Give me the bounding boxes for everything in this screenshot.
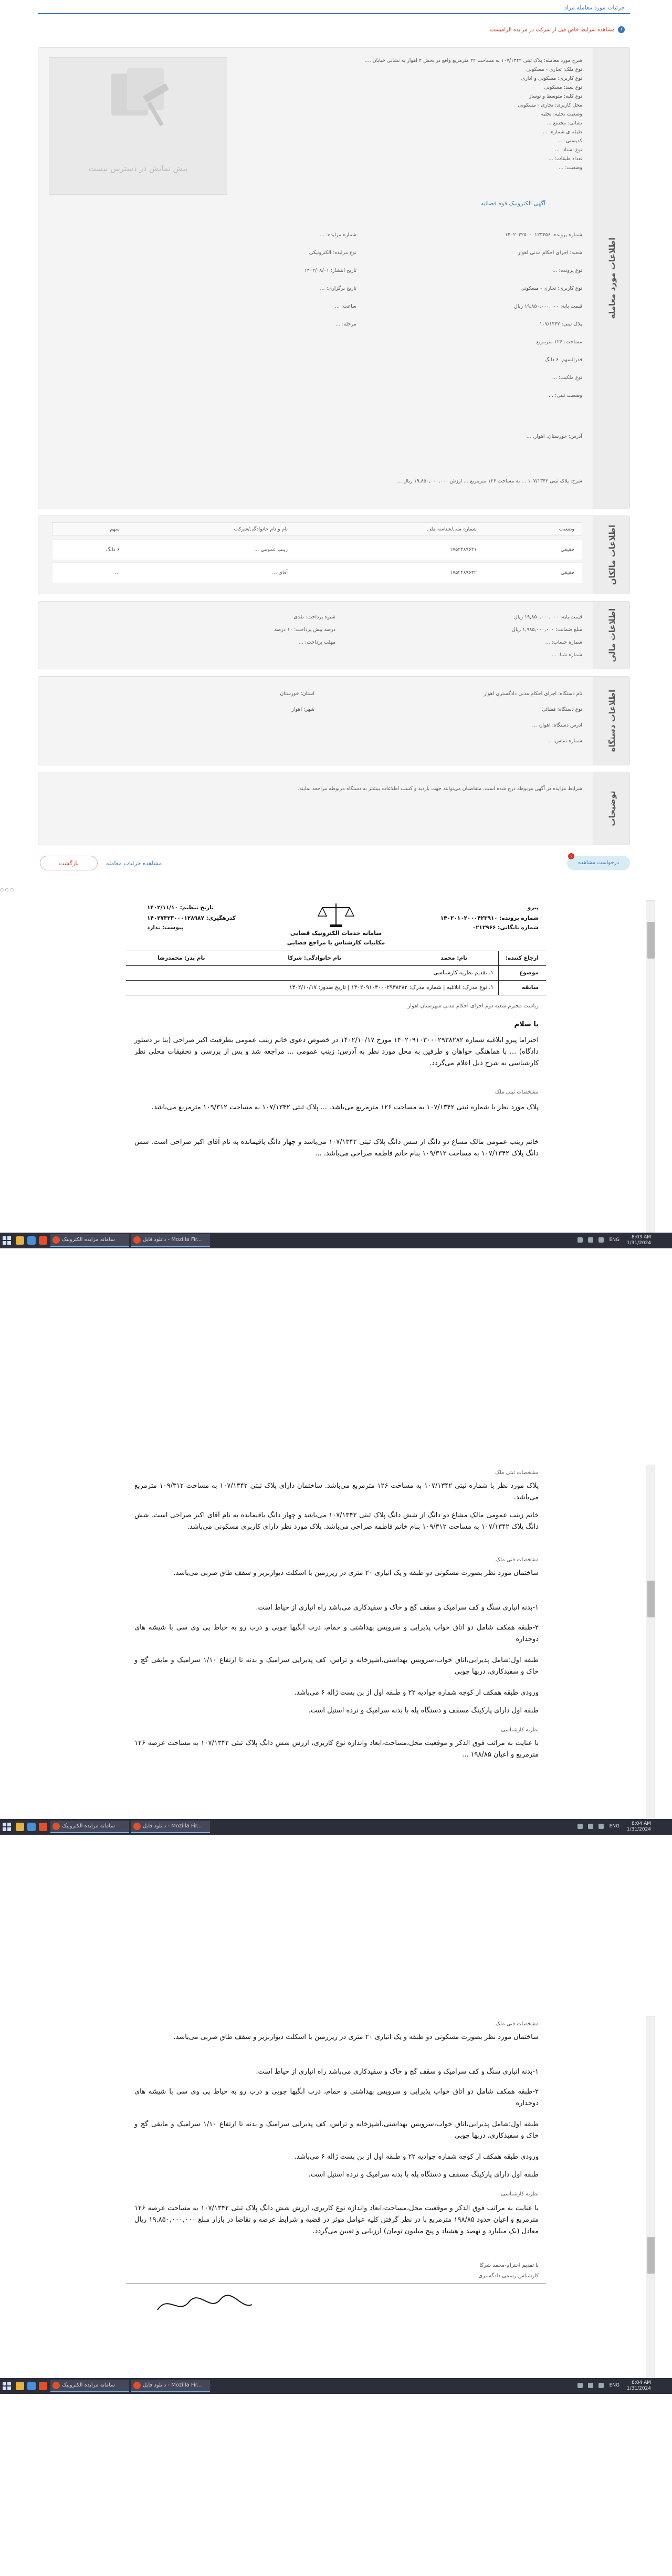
app-label: سامانه مزایده الکترونیک xyxy=(62,2382,115,2388)
field-row: شماره تماس: ... xyxy=(547,738,582,744)
judicial-notice-link[interactable]: آگهی الکترونیک قوه قضائیه xyxy=(480,200,545,207)
field-row: شماره شبا: ... xyxy=(552,652,582,658)
col-national-id: شماره ملی/شناسه ملی xyxy=(427,526,477,532)
field-row: نوع سند: مسکونی xyxy=(544,85,582,90)
request-view-label: درخواست مشاهده xyxy=(578,860,619,866)
col-status: وضعیت xyxy=(559,526,574,532)
field-row: شهر: اهواز xyxy=(291,707,314,712)
field-row: وضعیت تخلیه: تخلیه xyxy=(541,111,582,117)
notice-text: مشاهده شرایط خاص قبل از شرکت در مزایده الزامیست xyxy=(490,27,615,33)
taskbar-app-download[interactable] xyxy=(131,2380,210,2392)
notes-panel xyxy=(38,772,630,845)
paragraph-building: ساختمان مورد نظر بصورت مسکونی دو طبقه و یک انباری ۲۰ متری در زیرزمین با اسکلت دیواربربر و سقف طاق ضربی می‌باشد. xyxy=(173,2033,539,2041)
item-description: شرح: پلاک ثبتی ۱۰۷/۱۳۴۲ ... به مساحت ۱۲۶ مترمربع ... ارزش ۱۹,۸۵۰,۰۰۰,۰۰۰ ریال ... xyxy=(397,478,582,484)
field-row: نوع مزایده: الکترونیکی xyxy=(309,250,356,256)
document-page xyxy=(126,1465,546,1819)
breadcrumb[interactable]: جزئیات مورد معامله مزاد xyxy=(564,4,625,11)
image-caption: پیش نمایش در دسترس نیست xyxy=(88,164,188,173)
col-name: نام و نام خانوادگی/شرکت xyxy=(234,526,288,532)
auction-detail-page xyxy=(0,0,672,900)
back-button[interactable] xyxy=(40,856,98,870)
row-name: آقای ... xyxy=(272,570,288,576)
scroll-thumb[interactable] xyxy=(647,1581,655,1617)
grid-line xyxy=(126,980,546,981)
clock[interactable] xyxy=(627,1821,651,1833)
signer: با تقدیم احترام-محمد شرکا xyxy=(479,2263,539,2268)
app-label: سامانه مزایده الکترونیک xyxy=(62,1237,115,1243)
windows-start-icon[interactable] xyxy=(2,1822,12,1832)
file-explorer-icon[interactable] xyxy=(16,2382,24,2390)
item-address: آدرس: خوزستان، اهواز، ... xyxy=(526,434,582,439)
paragraph-ownership: خانم زینب عمومی مالک مشاع دو دانگ از شش دانگ پلاک ثبتی ۱۰۷/۱۳۴۲ می‌باشد و چهار دانگ باقیمانده به نام آقای اکبر صراحی است. شش دانگ پلاک ۱۰۷/۱۳۴۲ به مساحت ۱۰۹/۳۱۲ بنام خانم فاطمه صراحی می‌باشد. پلاک مورد نظر دارای کاربری مسکونی می‌باشد. xyxy=(134,1511,539,1531)
info-icon: i xyxy=(618,26,625,33)
referrer-father: نام پدر: محمدرضا xyxy=(158,955,205,961)
panel-title-column xyxy=(593,516,629,594)
item-first-floor: طبقه اول:شامل پذیرایی،اتاق خواب،سرویس بهداشتی،آشپزخانه و تراس، کف پذیرایی سرامیک و بدنه تا ارتفاع ۱/۱۰ سرامیک و مابقی گچ و خاک و سفیدکاری، دربها چوبی xyxy=(134,1656,539,1676)
firefox-icon xyxy=(52,1236,60,1244)
field-row: نوع دستگاه: قضائی xyxy=(542,707,582,712)
blank-gap xyxy=(0,1248,672,1465)
scroll-thumb[interactable] xyxy=(647,2237,655,2274)
reference-value: ۱. نوع مدرک: ابلاغیه | شماره مدرک: ۱۴۰۲۰۹۱۰۳۰۰۰۲۹۳۸۲۸۲ | تاریخ صدور: ۱۴۰۲/۱۰/۱۷ xyxy=(289,984,494,991)
description-list xyxy=(225,56,582,172)
panel-title: اطلاعات دستگاه xyxy=(607,689,617,752)
firefox-icon[interactable] xyxy=(39,1236,47,1245)
scroll-thumb[interactable] xyxy=(647,922,655,959)
field-row: شماره مزایده: ... xyxy=(320,232,356,238)
item-basement: ۱-بدنه انباری سنگ و کف سرامیک و سقف گچ و خاک و سفیدکاری می‌باشد راه انباری از حیاط است. xyxy=(256,1604,539,1612)
owners-table-header xyxy=(52,522,582,536)
field-row: تاریخ انتشار: ۱۴۰۲/۰۸/۰۱ xyxy=(304,268,356,274)
portal-content xyxy=(27,0,640,892)
firefox-icon[interactable] xyxy=(39,2382,47,2390)
tracking-code: کدرهگیری: ۱۴۰۲۷۳۲۳۰۰۰۱۲۸۹۸۷ xyxy=(147,915,236,921)
field-row: درصد پیش پرداخت: ۱۰ درصد xyxy=(274,627,335,633)
footer-icons: ○ ○ ○ xyxy=(0,887,14,892)
firefox-icon[interactable] xyxy=(39,1823,47,1831)
item-parking: طبقه اول دارای پارکینگ مسقف و دستگاه پله با بدنه سرامیک و نرده استیل است. xyxy=(308,1707,539,1715)
item-info-panel xyxy=(38,47,630,509)
field-row: نوع کاربری: مسکونی و اداری xyxy=(521,76,582,81)
firefox-icon xyxy=(133,2382,141,2389)
gavel-icon xyxy=(48,58,227,163)
taskbar xyxy=(0,2378,672,2394)
item-first-floor: طبقه اول:شامل پذیرایی،اتاق خواب،سرویس بهداشتی،آشپزخانه و تراس، کف پذیرایی سرامیک و بدنه تا ارتفاع ۱/۱۰ سرامیک و مابقی گچ و خاک و سفیدکاری، دربها چوبی xyxy=(134,2120,539,2140)
document-page xyxy=(126,2016,546,2378)
device-panel xyxy=(38,676,630,765)
scrollbar[interactable] xyxy=(646,900,655,1248)
item-fields-right xyxy=(372,226,582,405)
dossier-number: شماره پرونده: ۱۴۰۲۰۱۰۲۰۰۰۴۲۳۹۱۰ xyxy=(440,915,539,921)
app-label: دانلود فایل - Mozilla Fir... xyxy=(143,2382,202,2388)
field-row: طبقه ی شماره: ... xyxy=(543,129,582,135)
panel-title-column xyxy=(593,772,629,845)
row-share: ۶ دانگ xyxy=(106,546,120,553)
app-label: دانلود فایل - Mozilla Fir... xyxy=(143,1237,202,1243)
language-indicator[interactable]: ENG xyxy=(609,2383,620,2388)
row-national-id: ۱۷۵۲۴۸۹۶۳۱ xyxy=(449,546,477,553)
scan-page-3 xyxy=(0,2016,672,2394)
tray-icon[interactable] xyxy=(578,1824,583,1829)
item-entrance: ورودی طبقه همکف از کوچه شماره جوادیه ۲۲ و طبقه اول از بن بست ژاله ۶ می‌باشد. xyxy=(294,2153,539,2161)
field-row: نشانی: مجتمع ... xyxy=(547,120,582,126)
volume-icon[interactable] xyxy=(588,1237,593,1243)
field-row: نوع ملکیت: ... xyxy=(552,375,582,381)
item-basement: ۱-بدنه انباری سنگ و کف سرامیک و سقف گچ و خاک و سفیدکاری می‌باشد راه انباری از حیاط است. xyxy=(256,2068,539,2076)
paragraph-opinion: با عنایت به مراتب فوق الذکر و موقعیت محل،مساحت،ابعاد واندازه نوع کاربری، ارزش شش دانگ پلاک ثبتی ۱۰۷/۱۳۴۲ به مساحت عرصه ۱۲۶ مترمربع و اعیان حدود ۱۹۸/۸۵ مترمربع با در نظر گرفتن کلیه عوامل موثر در قضیه و شرایط عرضه و تقاضا در بازار مبلغ ۱۹,۸۵۰,۰۰۰,۰۰۰ ریال معادل (یک میلیارد و نهصد و هشتاد و پنج میلیون تومان) ارزیابی و تعیین می‌گردد. xyxy=(134,2204,539,2235)
owners-panel xyxy=(38,516,630,594)
language-indicator[interactable]: ENG xyxy=(609,1824,620,1829)
panel-title: اطلاعات مالکان xyxy=(607,524,617,585)
item-ground-floor: ۲-طبقه همکف شامل دو اتاق خواب پذیرایی و سرویس بهداشتی و حمام، درب ابگیها چوبی و درب رو به حیاط پی وی سی با شیشه های دوجداره xyxy=(134,1624,539,1643)
paragraph-ownership: خانم زینب عمومی مالک مشاع دو دانگ از شش دانگ پلاک ثبتی ۱۰۷/۱۳۴۲ می‌باشد و چهار دانگ باقیمانده به نام آقای اکبر صراحی است. شش دانگ پلاک ۱۰۷/۱۳۴۲ به مساحت ۱۰۹/۳۱۲ بنام خانم فاطمه صراحی می‌باشد. ... xyxy=(134,1138,539,1158)
field-row: شماره حساب: ... xyxy=(545,639,582,645)
paragraph-building: ساختمان مورد نظر بصورت مسکونی دو طبقه و یک انباری ۲۰ متری در زیرزمین با اسکلت دیواربربر و سقف طاق ضربی می‌باشد. xyxy=(173,1569,539,1577)
table-row xyxy=(52,562,582,583)
paragraph-registration: پلاک مورد نظر با شماره ثبتی ۱۰۷/۱۳۴۲ به مساحت ۱۲۶ مترمربع می‌باشد. ساختمان دارای پلاک ثبتی ۱۰۷/۱۳۴۲ به مساحت ۱۰۹/۳۱۲ مترمربع می‌باشد. xyxy=(134,1482,539,1501)
firefox-icon xyxy=(133,1823,141,1830)
panel-title: توضیحات xyxy=(607,791,617,826)
header-divider xyxy=(38,13,630,14)
back-label: بازگشت xyxy=(59,860,79,867)
kind-label: پیرو xyxy=(527,905,539,911)
paragraph-intro: احتراما پیرو ابلاغیه شماره ۱۴۰۲۰۹۱۰۳۰۰۰۲۹۳۸۲۸۲ مورخ ۱۴۰۲/۱۰/۱۷ در خصوص دعوی خانم زینب عمومی بطرفیت اکبر صراحی (بنا بر دستور دادگاه) ... با هماهنگی خواهان و طرفین به محل مورد نظر به آدرس: زینب عمومی ... مراجعه شد و پس از بررسی و تحقیقات محلی نظر کارشناسی به شرح ذیل اعلام می‌گردد. xyxy=(134,1036,539,1067)
clock-time: 8:04 AM xyxy=(632,2380,651,2385)
scan-page-2 xyxy=(0,1465,672,1835)
item-ground-floor: ۲-طبقه همکف شامل دو اتاق خواب پذیرایی و سرویس بهداشتی و حمام، درب ابگیها چوبی و درب رو به حیاط پی وی سی با شیشه های دوجداره xyxy=(134,2088,539,2107)
field-row: نوع کاربری: تجاری - مسکونی xyxy=(520,286,582,291)
document-page xyxy=(126,900,546,1233)
field-row: قیمت پایه: ۱۹,۸۵۰,۰۰۰,۰۰۰ ریال xyxy=(514,303,582,309)
field-row: نوع ملک: تجاری - مسکونی xyxy=(526,67,582,72)
windows-start-icon[interactable] xyxy=(2,1236,12,1245)
field-row: مرحله: ... xyxy=(335,321,356,327)
property-image-placeholder xyxy=(49,57,227,195)
section-opinion: نظریه کارشناسی xyxy=(501,2191,539,2197)
clock-time: 8:03 AM xyxy=(632,1235,651,1240)
tray-icon[interactable] xyxy=(578,1237,583,1243)
field-row: تعداد طبقات: ... xyxy=(548,156,582,162)
file-explorer-icon[interactable] xyxy=(16,1236,24,1245)
signer-role: کارشناس رسمی دادگستری xyxy=(478,2273,539,2279)
field-row: شماره پرونده: ۱۴۰۲۰۴۲۵۰۰۰۱۲۳۴۵۶ xyxy=(505,232,582,238)
grid-line xyxy=(498,951,499,995)
volume-icon[interactable] xyxy=(588,2383,593,2388)
ie-icon[interactable] xyxy=(27,1236,36,1245)
clock[interactable] xyxy=(627,2380,651,2392)
taskbar-app-auction[interactable] xyxy=(50,1821,129,1833)
paragraph-registration: پلاک مورد نظر با شماره ثبتی ۱۰۷/۱۳۴۲ به مساحت ۱۲۶ مترمربع می‌باشد. ... پلاک ثبتی ۱۰۷/۱۳۴۲ به مساحت ۱۰۹/۳۱۲ مترمربع می‌باشد. xyxy=(151,1103,539,1111)
taskbar-app-auction[interactable] xyxy=(50,1234,129,1247)
section-technical: مشخصات فنی ملک xyxy=(496,2021,539,2027)
financial-fields-right xyxy=(362,611,582,661)
table-row xyxy=(52,539,582,560)
app-label: سامانه مزایده الکترونیک xyxy=(62,1823,115,1829)
taskbar xyxy=(0,1233,672,1248)
windows-start-icon[interactable] xyxy=(2,2381,12,2391)
section-registration: مشخصات ثبتی ملک xyxy=(495,1089,539,1095)
archive-number: شماره بایگانی: ۰۲۱۲۹۶۶ xyxy=(472,924,539,931)
field-row: مبلغ ضمانت: ۱,۹۸۵,۰۰۰,۰۰۰ ریال xyxy=(512,627,582,633)
tray-icon[interactable] xyxy=(578,2383,583,2388)
ie-icon[interactable] xyxy=(27,1823,36,1831)
attachment: پیوست: ندارد xyxy=(147,924,184,931)
field-row: شیوه پرداخت: نقدی xyxy=(293,614,335,620)
clock-date: 1/31/2024 xyxy=(626,2386,651,2391)
field-row: قیمت پایه: ۱۹,۸۵۰,۰۰۰,۰۰۰ ریال xyxy=(514,614,582,620)
network-icon[interactable] xyxy=(598,1824,604,1829)
row-national-id: ۱۷۵۲۴۸۹۶۳۲ xyxy=(449,570,477,576)
field-row: محل کاربری: تجاری - مسکونی xyxy=(518,102,582,108)
recipient: ریاست محترم شعبه دوم اجرای احکام مدنی شهرستان اهواز xyxy=(407,1003,539,1009)
field-row: تاریخ برگزاری: ... xyxy=(320,286,356,291)
panel-title: اطلاعات مالی xyxy=(607,608,617,663)
field-row: مهلت پرداخت: ... xyxy=(298,639,335,645)
field-row: پلاک ثبتی: ۱۰۷/۱۳۴۲ xyxy=(539,321,582,327)
org-subtitle: مکاتبات کارشناس با مراجع قضایی xyxy=(287,939,385,946)
field-row: نوع اسناد: ... xyxy=(554,147,582,153)
scrollbar[interactable] xyxy=(646,2016,655,2394)
referrer-label: ارجاع کننده: xyxy=(505,955,539,961)
notes-text: شرایط مزایده در آگهی مربوطه درج شده است. متقاضیان می‌توانند جهت بازدید و کسب اطلاعات بیشتر به دستگاه مربوطه مراجعه نمایند. xyxy=(298,786,582,792)
paragraph-opinion: با عنایت به مراتب فوق الذکر و موقعیت محل،مساحت،ابعاد واندازه نوع کاربری، ارزش شش دانگ پلاک ثبتی ۱۰۷/۱۳۴۲ به مساحت عرصه ۱۲۶ مترمربع و اعیان ۱۹۸/۸۵ ... xyxy=(134,1739,539,1759)
file-explorer-icon[interactable] xyxy=(16,1823,24,1831)
field-row: وضعیت ثبتی: ... xyxy=(548,393,582,398)
financial-fields-mid xyxy=(167,611,335,649)
subject-label: موضوع xyxy=(519,970,539,976)
grid-line xyxy=(126,965,546,966)
issue-date: تاریخ تنظیم: ۱۴۰۲/۱۱/۱۰ xyxy=(147,905,214,911)
panel-title-column xyxy=(593,48,629,509)
referrer-name: نام: محمد xyxy=(440,955,467,961)
clock-date: 1/31/2024 xyxy=(626,1827,651,1832)
clock[interactable] xyxy=(627,1235,651,1246)
taskbar-app-download[interactable] xyxy=(131,1821,210,1833)
field-row: نوع پرونده: ... xyxy=(552,268,582,274)
scrollbar[interactable] xyxy=(646,1465,655,1835)
clock-date: 1/31/2024 xyxy=(626,1240,651,1246)
firefox-icon xyxy=(52,1823,60,1830)
special-terms-notice[interactable] xyxy=(47,26,625,38)
taskbar-app-download[interactable] xyxy=(131,1234,210,1247)
row-share: ... xyxy=(114,570,120,576)
network-icon[interactable] xyxy=(598,2383,604,2388)
panel-title-column xyxy=(593,677,629,765)
field-row: ساعت: ... xyxy=(334,303,356,309)
taskbar xyxy=(0,1819,672,1835)
justice-scale-icon xyxy=(315,900,357,930)
firefox-icon xyxy=(52,2382,60,2389)
field-row: شرح مورد معامله: پلاک ثبتی ۱۰۷/۱۳۴۲ به مساحت ۲۲ مترمربع واقع در بخش ۴ اهواز به نشانی خیابان .... xyxy=(364,58,582,64)
item-parking: طبقه اول دارای پارکینگ مسقف و دستگاه پله با بدنه سرامیک و نرده استیل است. xyxy=(308,2171,539,2179)
panel-title-column xyxy=(593,602,629,669)
field-row: آدرس دستگاه: اهواز، ... xyxy=(532,722,582,728)
blank-gap xyxy=(0,1835,672,2016)
section-opinion: نظریه کارشناسی xyxy=(501,1727,539,1733)
field-row: کدپستی: ... xyxy=(558,138,582,144)
financial-panel xyxy=(38,601,630,669)
view-terms-link[interactable]: مشاهده جزئیات معامله xyxy=(106,860,162,867)
field-row: وضعیت: ... xyxy=(559,165,582,171)
device-fields-right xyxy=(341,686,582,749)
field-row: شعبه: اجرای احکام مدنی اهواز xyxy=(518,250,582,256)
section-technical: مشخصات فنی ملک xyxy=(496,1557,539,1563)
device-fields-mid xyxy=(146,686,314,718)
signature-icon xyxy=(152,2289,257,2320)
field-row: نام دستگاه: اجرای احکام مدنی دادگستری اهواز xyxy=(484,691,582,697)
row-status: حقیقی xyxy=(560,546,574,553)
item-fields-mid xyxy=(199,226,356,333)
field-row: مساحت: ۱۲۶ مترمربع xyxy=(536,339,582,345)
row-status: حقیقی xyxy=(560,570,574,576)
clock-time: 8:04 AM xyxy=(632,1821,651,1826)
taskbar-app-auction[interactable] xyxy=(50,2380,129,2392)
row-name: زینب عمومی ... xyxy=(254,546,288,553)
org-title: سامانه خدمات الکترونیک قضایی xyxy=(290,930,382,937)
field-row: استان: خوزستان xyxy=(280,691,314,697)
language-indicator[interactable]: ENG xyxy=(609,1237,620,1243)
col-share: سهم xyxy=(110,526,120,532)
subject-value: ۱. تقدیم نظریه کارشناسی xyxy=(433,970,494,976)
firefox-icon xyxy=(133,1236,141,1244)
app-label: دانلود فایل - Mozilla Fir... xyxy=(143,1823,202,1829)
ie-icon[interactable] xyxy=(27,2382,36,2390)
item-entrance: ورودی طبقه همکف از کوچه شماره جوادیه ۲۲ و طبقه اول از بن بست ژاله ۶ می‌باشد. xyxy=(294,1689,539,1697)
referrer-family: نام خانوادگی: شرکا xyxy=(288,955,341,961)
volume-icon[interactable] xyxy=(588,1824,593,1829)
field-row: نوع کلیه: متوسط و نوساز xyxy=(529,93,582,99)
blank-gap xyxy=(0,2394,672,2576)
request-view-button[interactable] xyxy=(567,856,630,870)
notification-badge: ۱ xyxy=(568,853,574,859)
network-icon[interactable] xyxy=(598,1237,604,1243)
panel-title: اطلاعات مورد معامله xyxy=(607,237,617,319)
scan-page-1 xyxy=(0,900,672,1248)
section-registration: مشخصات ثبتی ملک xyxy=(495,1470,539,1476)
field-row: قدرالسهم: ۶ دانگ xyxy=(544,357,582,363)
reference-label: سابقه xyxy=(521,984,539,991)
greeting: با سلام xyxy=(514,1021,539,1028)
